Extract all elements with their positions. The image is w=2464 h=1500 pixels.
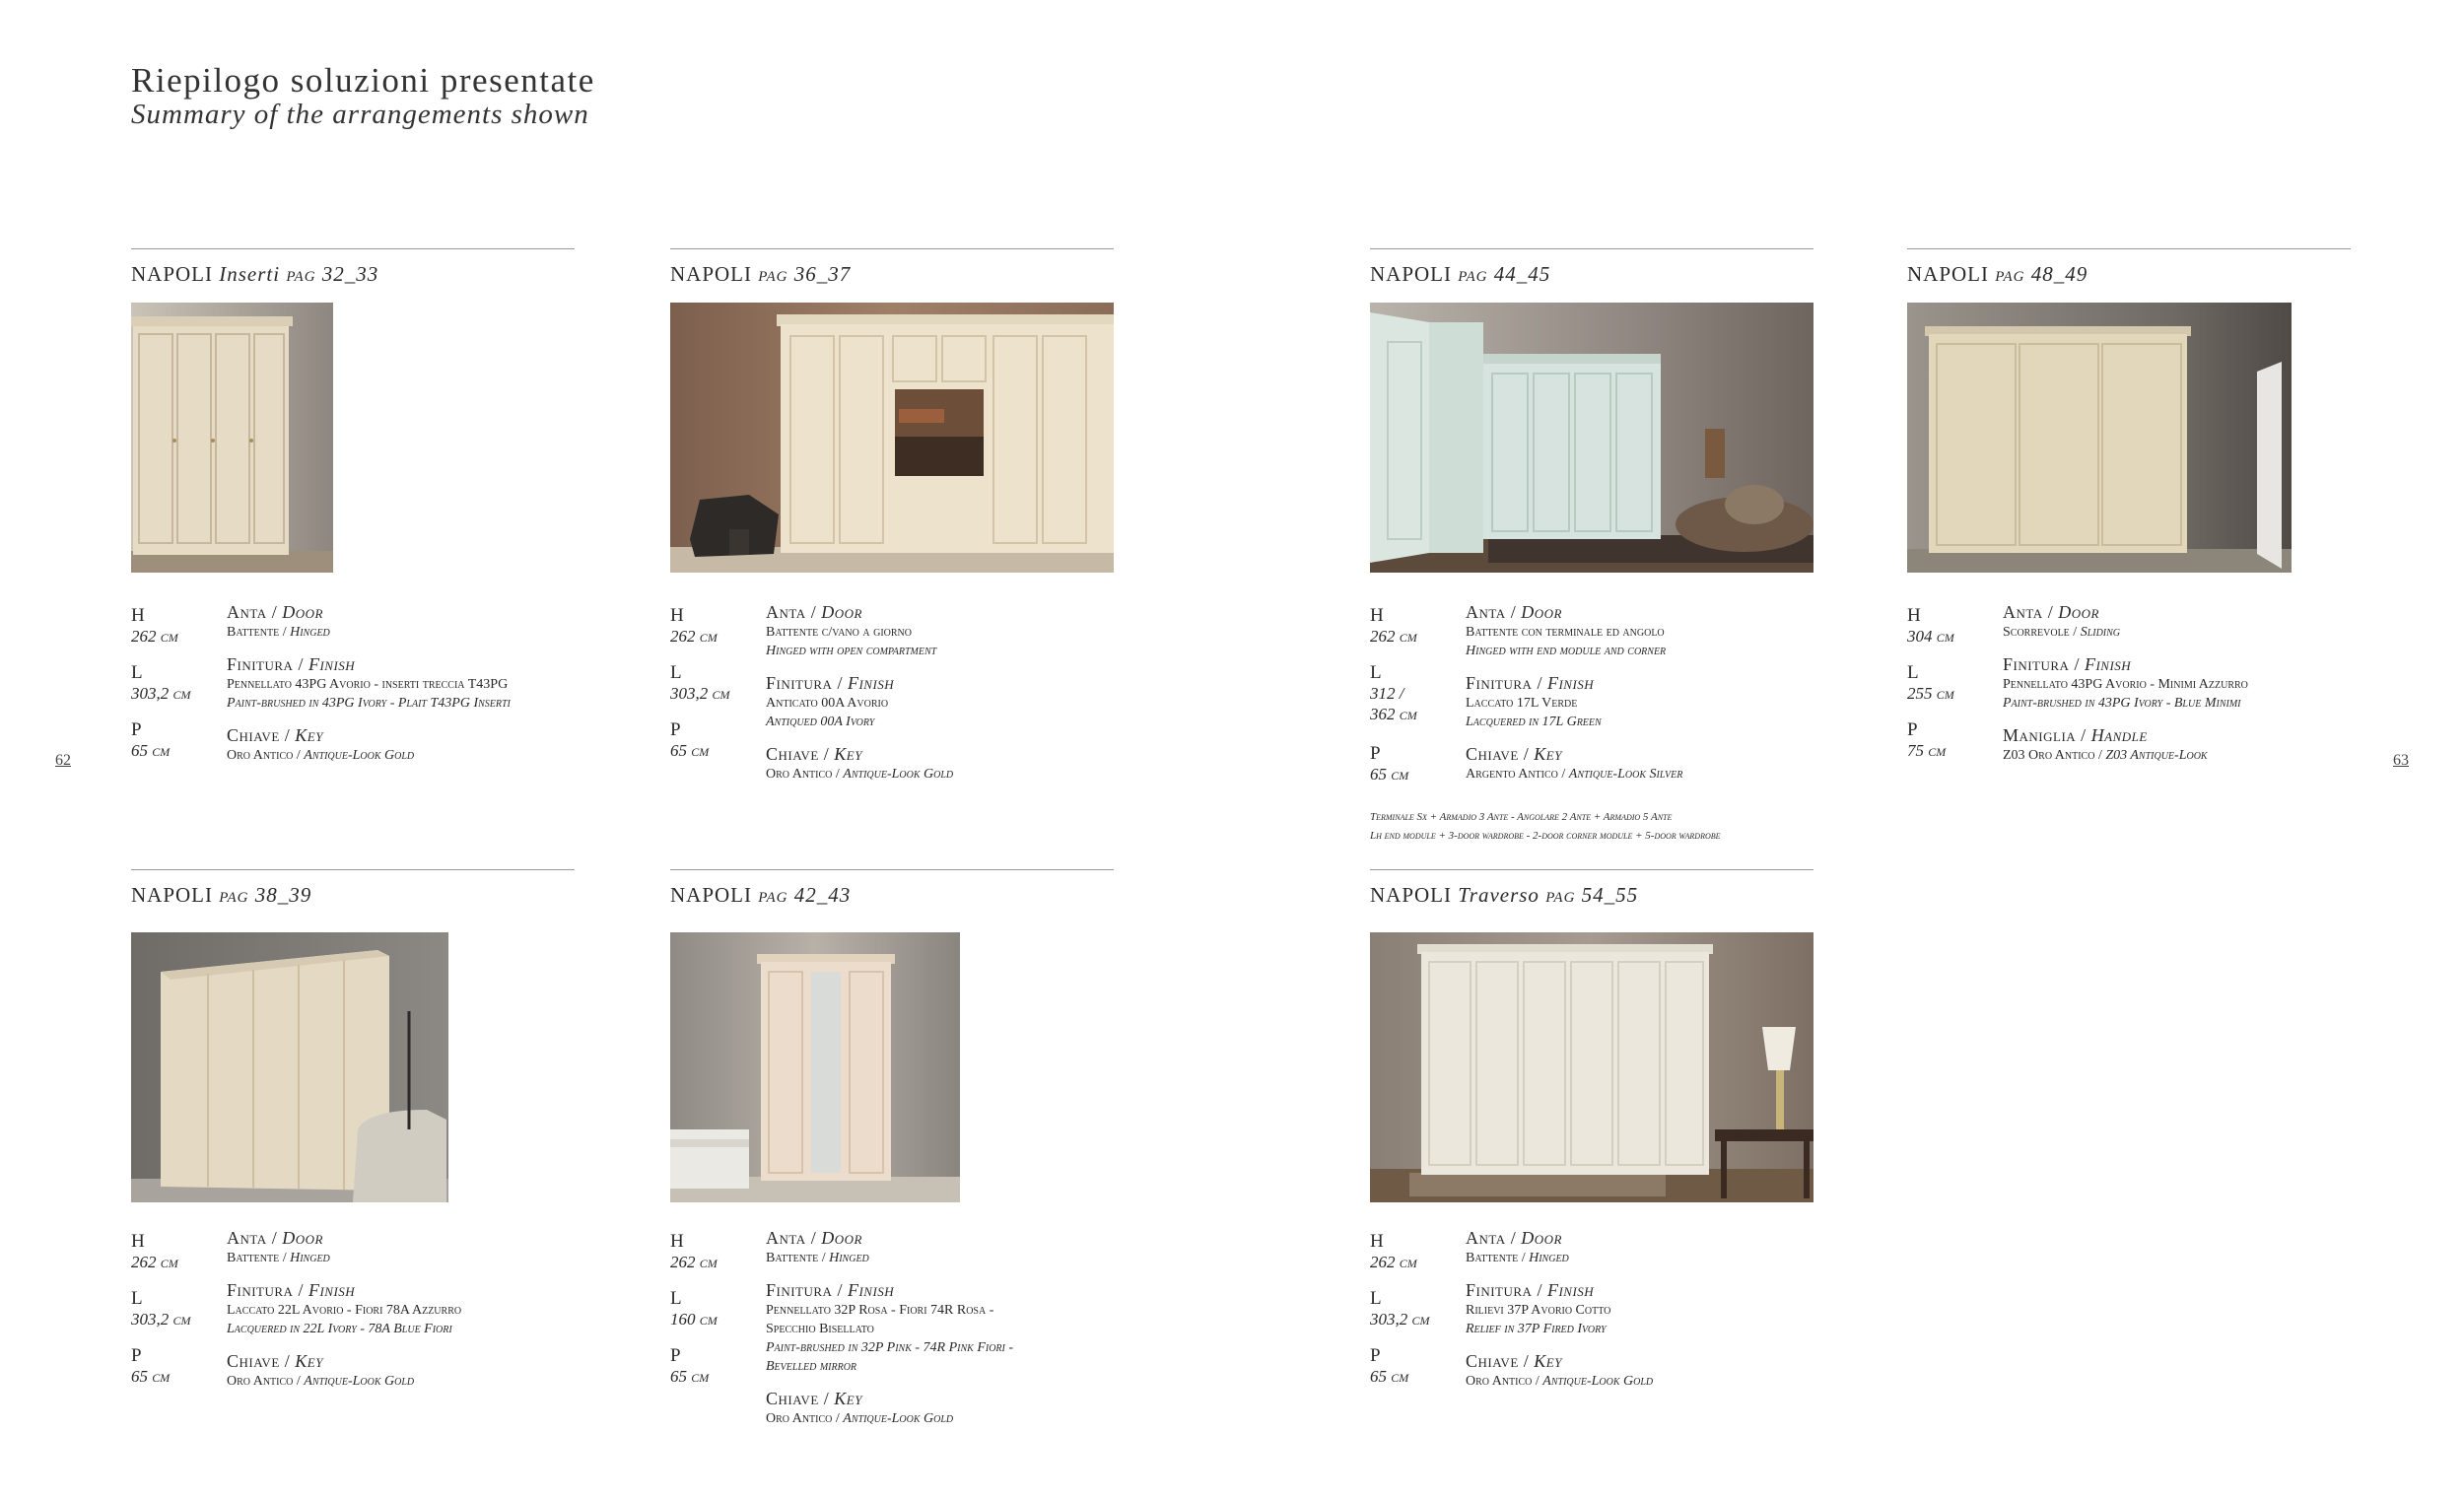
dimensions <box>670 605 759 777</box>
depth-value: 65 cm <box>131 1367 171 1386</box>
finish-value-en: Paint-brushed in 43PG Ivory - Plait T43PG Inserti <box>227 696 511 711</box>
key-heading: Chiave / Key <box>766 744 862 764</box>
finish-heading: Finitura / Finish <box>766 673 895 693</box>
length-label: L <box>131 1288 143 1309</box>
key-value: Oro Antico / Antique-Look Gold <box>766 1411 954 1426</box>
depth-label: P <box>670 719 681 740</box>
handle-value: Z03 Oro Antico / Z03 Antique-Look <box>2003 748 2208 763</box>
page-number-right: 63 <box>2393 752 2409 769</box>
door-heading: Anta / Door <box>2003 602 2099 622</box>
product-name: NAPOLI <box>1907 262 1989 286</box>
finish-value-it: Rilievi 37P Avorio Cotto <box>1466 1303 1611 1318</box>
height-value: 262 cm <box>670 1253 718 1271</box>
page-reference: pag 48_49 <box>1995 262 2088 286</box>
depth-value: 65 cm <box>1370 1367 1409 1386</box>
key-heading: Chiave / Key <box>1466 1351 1562 1371</box>
page-reference: pag 42_43 <box>758 883 852 907</box>
length-label: L <box>1907 662 1919 683</box>
depth-label: P <box>670 1345 681 1366</box>
height-label: H <box>1907 605 1921 626</box>
specifications <box>766 601 1130 795</box>
specifications <box>1466 601 1830 795</box>
dimensions <box>670 1231 759 1402</box>
page-title: Riepilogo soluzioni presentate <box>131 61 595 100</box>
product-photo <box>131 932 448 1202</box>
door-heading: Anta / Door <box>1466 602 1562 622</box>
finish-heading: Finitura / Finish <box>766 1280 895 1300</box>
height-label: H <box>670 1231 684 1252</box>
length-label: L <box>1370 662 1382 683</box>
length-value: 160 cm <box>670 1310 718 1329</box>
finish-value-it: Pennellato 32P Rosa - Fiori 74R Rosa - <box>766 1303 994 1318</box>
product-photo <box>670 303 1114 573</box>
length-value-alt: 362 cm <box>1370 705 1417 723</box>
finish-value-en: Paint-brushed in 32P Pink - 74R Pink Fiori - <box>766 1340 1014 1355</box>
product-name: NAPOLI <box>670 262 752 286</box>
length-label: L <box>670 662 682 683</box>
finish-value-en: Lacquered in 17L Green <box>1466 715 1602 729</box>
door-value: Battente / Hinged <box>227 625 330 640</box>
depth-label: P <box>131 719 142 740</box>
door-value-en: Hinged with end module and corner <box>1466 644 1667 658</box>
product-name: NAPOLI <box>670 883 752 907</box>
product-heading <box>1370 262 1550 287</box>
height-value: 262 cm <box>1370 627 1417 646</box>
depth-label: P <box>1370 1345 1381 1366</box>
page-reference: pag 32_33 <box>286 262 379 286</box>
finish-heading: Finitura / Finish <box>1466 1280 1595 1300</box>
divider <box>1907 248 2351 249</box>
dimensions <box>131 1231 220 1402</box>
dimensions <box>1370 1231 1459 1402</box>
divider <box>131 248 575 249</box>
product-photo <box>670 932 960 1202</box>
length-label: L <box>131 662 143 683</box>
divider <box>670 248 1114 249</box>
divider <box>670 869 1114 870</box>
key-heading: Chiave / Key <box>766 1389 862 1408</box>
height-label: H <box>670 605 684 626</box>
finish-heading: Finitura / Finish <box>227 654 356 674</box>
finish-heading: Finitura / Finish <box>2003 654 2132 674</box>
key-value: Oro Antico / Antique-Look Gold <box>227 1374 415 1389</box>
page-reference: pag 44_45 <box>1458 262 1551 286</box>
height-value: 262 cm <box>131 627 178 646</box>
finish-value-en-2: Bevelled mirror <box>766 1359 857 1374</box>
finish-value-it-2: Specchio Bisellato <box>766 1322 874 1336</box>
finish-value-en: Antiqued 00A Ivory <box>766 715 875 729</box>
key-value: Oro Antico / Antique-Look Gold <box>1466 1374 1654 1389</box>
height-label: H <box>131 605 145 626</box>
product-heading <box>670 262 851 287</box>
key-heading: Chiave / Key <box>227 1351 323 1371</box>
finish-value-it: Laccato 22L Avorio - Fiori 78A Azzurro <box>227 1303 462 1318</box>
key-value: Oro Antico / Antique-Look Gold <box>227 748 415 763</box>
product-photo <box>131 303 333 573</box>
depth-label: P <box>1907 719 1918 740</box>
specifications <box>227 1227 591 1402</box>
key-heading: Chiave / Key <box>1466 744 1562 764</box>
depth-value: 65 cm <box>670 1367 710 1386</box>
door-heading: Anta / Door <box>766 602 862 622</box>
length-value: 312 / <box>1370 684 1404 703</box>
depth-value: 65 cm <box>670 741 710 760</box>
height-label: H <box>1370 605 1384 626</box>
key-heading: Chiave / Key <box>227 725 323 745</box>
page-subtitle: Summary of the arrangements shown <box>131 99 589 130</box>
dimensions <box>1370 605 1459 800</box>
door-value-it: Battente c/vano a giorno <box>766 625 912 640</box>
product-name: NAPOLI <box>1370 262 1452 286</box>
dimensions <box>131 605 220 777</box>
length-value: 303,2 cm <box>670 684 730 703</box>
finish-value-en: Paint-brushed in 43PG Ivory - Blue Minimi <box>2003 696 2241 711</box>
product-photo <box>1907 303 2292 573</box>
length-value: 303,2 cm <box>131 1310 191 1329</box>
finish-value-it: Laccato 17L Verde <box>1466 696 1578 711</box>
product-photo <box>1370 932 1814 1202</box>
finish-value-it: Anticato 00A Avorio <box>766 696 889 711</box>
height-value: 262 cm <box>1370 1253 1417 1271</box>
page-reference: pag 54_55 <box>1545 883 1639 907</box>
specifications <box>766 1227 1130 1440</box>
page-number-left: 62 <box>55 752 71 769</box>
product-name: NAPOLI <box>131 883 213 907</box>
finish-value-it: Pennellato 43PG Avorio - inserti treccia T43PG <box>227 677 509 692</box>
height-value: 262 cm <box>131 1253 178 1271</box>
length-label: L <box>1370 1288 1382 1309</box>
door-value: Battente / Hinged <box>766 1251 869 1265</box>
key-value: Argento Antico / Antique-Look Silver <box>1466 767 1683 782</box>
product-heading <box>670 883 851 908</box>
finish-heading: Finitura / Finish <box>227 1280 356 1300</box>
height-label: H <box>131 1231 145 1252</box>
door-value: Battente / Hinged <box>227 1251 330 1265</box>
door-value-en: Hinged with open compartment <box>766 644 937 658</box>
product-heading <box>1907 262 2088 287</box>
depth-label: P <box>1370 743 1381 764</box>
depth-value: 75 cm <box>1907 741 1947 760</box>
product-variant: Traverso <box>1458 883 1540 907</box>
door-heading: Anta / Door <box>766 1228 862 1248</box>
depth-value: 65 cm <box>1370 765 1409 784</box>
product-photo <box>1370 303 1814 573</box>
length-value: 255 cm <box>1907 684 1954 703</box>
key-value: Oro Antico / Antique-Look Gold <box>766 767 954 782</box>
height-value: 262 cm <box>670 627 718 646</box>
finish-value-en: Relief in 37P Fired Ivory <box>1466 1322 1607 1336</box>
door-value-it: Battente con terminale ed angolo <box>1466 625 1665 640</box>
finish-value-en: Lacquered in 22L Ivory - 78A Blue Fiori <box>227 1322 452 1336</box>
length-value: 303,2 cm <box>1370 1310 1430 1329</box>
height-value: 304 cm <box>1907 627 1954 646</box>
specifications <box>227 601 591 777</box>
finish-value-it: Pennellato 43PG Avorio - Minimi Azzurro <box>2003 677 2248 692</box>
length-label: L <box>670 1288 682 1309</box>
dimensions <box>1907 605 1996 777</box>
product-heading <box>131 883 311 908</box>
door-heading: Anta / Door <box>227 602 323 622</box>
door-value: Battente / Hinged <box>1466 1251 1569 1265</box>
product-heading <box>1370 883 1638 908</box>
divider <box>131 869 575 870</box>
product-name: NAPOLI <box>131 262 213 286</box>
finish-heading: Finitura / Finish <box>1466 673 1595 693</box>
divider <box>1370 248 1814 249</box>
depth-value: 65 cm <box>131 741 171 760</box>
handle-heading: Maniglia / Handle <box>2003 725 2148 745</box>
page-reference: pag 38_39 <box>219 883 312 907</box>
height-label: H <box>1370 1231 1384 1252</box>
door-heading: Anta / Door <box>227 1228 323 1248</box>
depth-label: P <box>131 1345 142 1366</box>
specifications <box>2003 601 2367 777</box>
specifications <box>1466 1227 1830 1402</box>
composition-note-it: Terminale Sx + Armadio 3 Ante - Angolare 2 Ante + Armadio 5 Ante <box>1370 811 1673 823</box>
product-variant: Inserti <box>219 262 281 286</box>
page-reference: pag 36_37 <box>758 262 852 286</box>
door-heading: Anta / Door <box>1466 1228 1562 1248</box>
door-value: Scorrevole / Sliding <box>2003 625 2121 640</box>
composition-note-en: Lh end module + 3-door wardrobe - 2-door corner module + 5-door wardrobe <box>1370 830 1721 842</box>
length-value: 303,2 cm <box>131 684 191 703</box>
divider <box>1370 869 1814 870</box>
product-heading <box>131 262 378 287</box>
product-name: NAPOLI <box>1370 883 1452 907</box>
